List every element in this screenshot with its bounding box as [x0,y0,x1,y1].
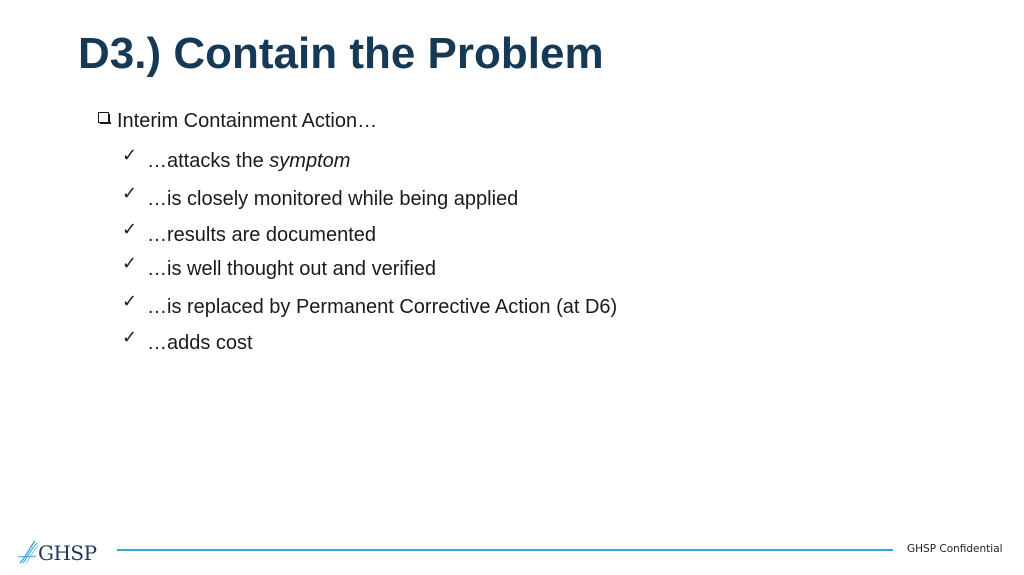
bullet-heading [98,108,377,134]
list-item [122,183,519,212]
list-item-text: …is well thought out and verified [147,257,437,280]
list-item-text: …results are documented [147,223,377,246]
svg-text:GHSP: GHSP [38,541,97,565]
list-item-text: …attacks the symptom [147,149,351,172]
confidential-label: GHSP Confidential [907,543,1003,555]
list-item [122,219,377,248]
list-item [122,327,253,356]
slide-title: D3.) Contain the Problem [78,29,604,78]
list-item-text: …is replaced by Permanent Corrective Action (at D6) [147,295,618,318]
checkbox-square-icon [98,112,109,123]
checkmark-icon: ✓ [122,327,138,348]
list-item-text: …is closely monitored while being applied [147,187,519,210]
emphasis-text: symptom [269,149,351,172]
checkmark-icon: ✓ [122,219,138,240]
list-item [122,145,351,174]
checkmark-icon: ✓ [122,145,138,166]
footer-divider [117,549,893,551]
list-item [122,291,618,320]
checkmark-icon: ✓ [122,183,138,204]
list-item [122,253,437,282]
checkmark-icon: ✓ [122,253,138,274]
ghsp-logo [18,537,110,565]
bullet-heading-text: Interim Containment Action… [117,109,378,132]
checkmark-icon: ✓ [122,291,138,312]
list-item-text: …adds cost [147,331,253,354]
